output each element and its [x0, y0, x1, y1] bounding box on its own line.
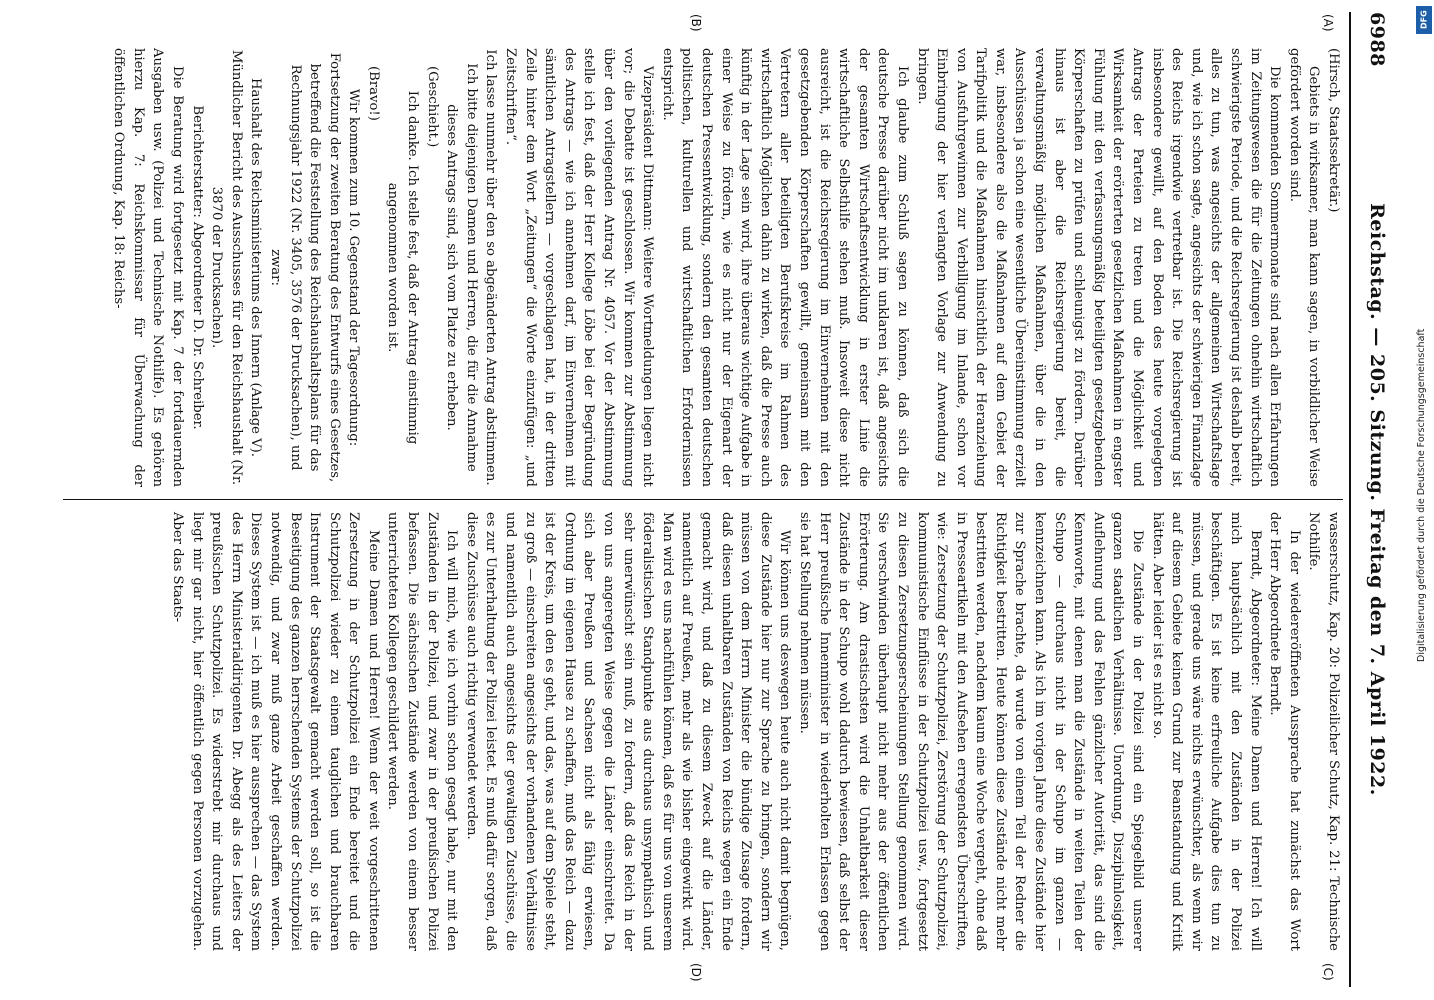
page-body [63, 12, 1343, 987]
digitization-note: Digitalisierung gefördert durch die Deutsche Forschungsgemeinschaft [1416, 328, 1427, 662]
paragraph: Ich glaube zum Schluß sagen zu können, daß sich die deutsche Presse darüber nicht im unklaren ist, daß angesichts der gesamten Wirtschaftsentwicklung in erster Linie die wirtschaftliche Selbsthilfe stehen muß. Insoweit diese nicht ausreicht, ist die Reichsregierung im Einvernehmen mit den gesetzgebenden Körperschaften gewillt, gemeinsam mit den Vertretern aller beteiligten Berufskreise im Rahmen des wirtschaftlich Möglichen dahin zu wirken, daß die Presse auch künftig in der Lage sein wird, ihre überaus wichtige Aufgabe in einer Weise zu fördern, wie es nicht nur der Eigenart der deutschen Pressentwicklung, sondern den gesamten deutschen politischen, kulturellen und wirtschaftlichen Erfordernissen entspricht. [659, 48, 910, 487]
paragraph: Mündlicher Bericht des Ausschusses für den Reichshaushalt (Nr. 3870 der Drucksachen). [209, 49, 244, 486]
paragraph: Berichterstatter: Abgeordneter D. Dr. Schreiber. [189, 105, 205, 430]
dfg-logo: DFG [1416, 6, 1432, 34]
page-header [1349, 12, 1403, 987]
paragraph: Fortsetzung der zweiten Beratung des Entwurfs eines Gesetzes, betreffend die Feststellung des Reichshaushaltsplans für das Rechnungsjahr 1922 (Nr. 3405, 3576 der Drucksachen), und zwar: [267, 52, 342, 483]
paragraph: Gebiets in wirksamer, man kann sagen, in vorbildlicher Weise gefördert worden sind. [1286, 48, 1322, 487]
paragraph: Die Beratung wird fortgesetzt mit Kap. 7 der fortdauernden Ausgaben usw. (Polizei und Technische Nothilfe). Es gehören hierzu Kap. 7: Reichskommissar für Überwachung der öffentlichen Ordnung, Kap. 18: Reichs- [111, 48, 185, 487]
right-margin [63, 961, 1343, 987]
paragraph: Wir kommen zum 10. Gegenstand der Tagesordnung: [346, 88, 362, 447]
margin-mark-d: (D) [689, 963, 703, 982]
paragraph: (Geschieht.) [424, 66, 440, 148]
paragraph: Die kommenden Sommermonate sind nach allen Erfahrungen im Zeitungswesen die für die Zeitungen ohnehin wirtschaftlich schwierigste Periode, und die Reichsregierung ist deshalb bereit, alles zu tun, was angesichts der allgemeinen Wirtschaftslage und, wie ich schon sagte, angesichts der schwierigen Finanzlage des Reichs irgendwie vertretbar ist. Die Reichsregierung ist insbesondere gewillt, auf den Boden des heute vorgelegten Antrags der Parteien zu treten und die Möglichkeit und Wirksamkeit der erörterten gesetzlichen Maßnahmen in engster Fühlung mit den verfassungsmäßig beteiligten gesetzgebenden Körperschaften zu prüfen und schleunigst zu fördern. Darüber hinaus ist aber die Reichsregierung bereit, die verwaltungsmäßig möglichen Maßnahmen, über die in den Ausschüssen ja schon eine wesentliche Übereinstimmung erzielt war, insbesondere also die Maßnahmen auf dem Gebiet der Tarifpolitik und die Maßnahmen hinsichtlich der Heranziehung von Ausfuhrgewinnen zur Verbilligung im Inlande, schon vor Einbringung der hier verlangten Vorlage zur Anwendung zu bringen. [914, 48, 1283, 487]
paragraph: Ich lasse nunmehr über den so abgeänderten Antrag abstimmen. Ich bitte diejenigen Damen und Herren, die für die Annahme dieses Antrags sind, sich vom Platze zu erheben. [444, 49, 499, 486]
left-margin [63, 12, 1343, 38]
page-number: 6988 [1366, 12, 1388, 67]
paragraph: Ich will mich, wie ich vorhin schon gesagt habe, nur mit den Zuständen in der Polizei, und zwar in der preußischen Polizei befassen. Die sächsischen Zustände werden von einem besser unterrichteten Kollegen geschildert werden. [385, 512, 460, 951]
paragraph: Meine Damen und Herren! Wenn der weit vorgeschrittenen Zersetzung in der Schutzpolizei ein Ende bereitet und die Schutzpolizei wieder zu einem tauglichen und brauchbaren Instrument der Staatsgewalt gemacht werden soll, so ist die Beseitigung des ganzen herrschenden Systems der Schutzpolizei notwendig, und zwar muß ganze Arbeit geschaffen werden. Dieses System ist — ich muß es hier aussprechen — das System des Herrn Ministerialdirigenten Dr. Abegg als des Leiters der preußischen Schutzpolizei. Es widerstrebt mir durchaus und liegt mir gar nicht, hier öffentlich gegen Personen vorzugehen. Aber das Staats- [169, 512, 381, 951]
scanned-page [58, 12, 1403, 987]
paragraph: Wir können uns deswegen heute auch nicht damit begnügen, diese Zustände hier nur zur Sprache zu bringen, sondern wir müssen von dem Herrn Minister die bündige Zusage fordern, daß diesen unhaltbaren Zuständen von Reichs wegen ein Ende gemacht wird, und daß zu diesem Zweck auf die Länder, namentlich auf Preußen, mehr als wie bisher eingewirkt wird. Man wird es uns nachfühlen können, daß es für uns von unserem föderalistischen Standpunkte aus durchaus unsympathisch und sehr unerwünscht sein muß, zu fordern, daß das Reich in der von uns angeregten Weise gegen die Länder einschreitet. Da sich aber Preußen und Sachsen nicht als fähig erwiesen, Ordnung im eigenen Hause zu schaffen, muß das Reich — dazu ist der Kreis, um den es geht, und das, was auf dem Spiele steht, zu groß — einschreiten angesichts der vorhandenen Verhältnisse und namentlich auch angesichts der gewaltigen Zuschüsse, die es zur Unterhaltung der Polizei leistet. Es muß dafür sorgen, daß diese Zuschüsse auch richtig verwendet werden. [463, 512, 793, 951]
paragraph: (Hirsch, Staatssekretär.) [1326, 48, 1341, 213]
paragraph: Vizepräsident Dittmann: Weitere Wortmeldungen liegen nicht vor; die Debatte ist geschlossen. Wir kommen zur Abstimmung über den vorliegenden Antrag Nr. 4057. Vor der Abstimmung stelle ich fest, daß der Herr Kollege Löbe bei der Begründung des Antrags — wie ich annehmen darf, im Einvernehmen mit sämtlichen Antragstellern — vorgeschlagen hat, in der dritten Zeile hinter dem Wort „Zeitungen“ die Worte einzufügen: „und Zeitschriften“. [503, 48, 656, 487]
paragraph: Ich danke. Ich stelle fest, daß der Antrag einstimmig angenommen worden ist. [385, 90, 421, 445]
margin-mark-c: (C) [1321, 963, 1335, 981]
margin-mark-b: (B) [689, 14, 703, 32]
paragraph: Die Zustände in der Polizei sind ein Spiegelbild unserer ganzen staatlichen Verhältnisse. Unordnung, Disziplinlosigkeit, Auflehnung und das Fehlen gänzlicher Autorität, das sind die Kennworte, mit denen man die Zustände in weiten Teilen der Schupo — durchaus nicht in der Schupo im ganzen — kennzeichnen kann. Als ich im vorigen Jahre diese Zustände hier zur Sprache brachte, da wurde von einem Teil der Redner die Richtigkeit bestritten. Heute können diese Zustände nicht mehr bestritten werden, nachdem kaum eine Woche vergeht, ohne daß in Presseartikeln mit den Aufsehen erregendsten Überschriften, wie: Zersetzung der Schutzpolizei, Zerstörung der Schutzpolizei, kommunistische Einflüsse in der Schutzpolizei usw., fortgesetzt zu diesen Zersetzungserscheinungen Stellung genommen wird. Sie verschwinden überhaupt nicht mehr aus der öffentlichen Erörterung. Am drastischsten wird die Unhaltbarkeit dieser Zustände in der Schupo wohl dadurch bewiesen, daß selbst der Herr preußische Innenminister in wiederholten Erlassen gegen sie hat Stellung nehmen müssen. [796, 512, 1146, 951]
margin-mark-a: (A) [1321, 14, 1335, 32]
column-divider [63, 499, 1343, 500]
right-column [63, 502, 1343, 961]
paragraph: wasserschutz, Kap. 20: Polizeilicher Schutz, Kap. 21: Technische Nothilfe. [1306, 512, 1341, 951]
paragraph: In der wiedereröffneten Aussprache hat zunächst das Wort der Herr Abgeordnete Berndt. [1267, 512, 1302, 951]
paragraph: Haushalt des Reichsministeriums des Innern (Anlage V). [248, 77, 264, 457]
paragraph: (Bravo!) [365, 66, 381, 121]
running-title: Reichstag. — 205. Sitzung. Freitag den 7. April 1922. [1366, 203, 1388, 796]
paragraph: Berndt, Abgeordneter: Meine Damen und Herren! Ich will mich hauptsächlich mit den Zuständen in der Polizei beschäftigen. Es ist keine erfreuliche Aufgabe dies tun zu müssen, und gerade uns wäre nichts erwünschter, als wenn wir auf diesem Gebiete keinen Grund zur Beanstandung und Kritik hätten. Aber leider ist es nicht so. [1149, 512, 1263, 951]
left-column [63, 38, 1343, 497]
